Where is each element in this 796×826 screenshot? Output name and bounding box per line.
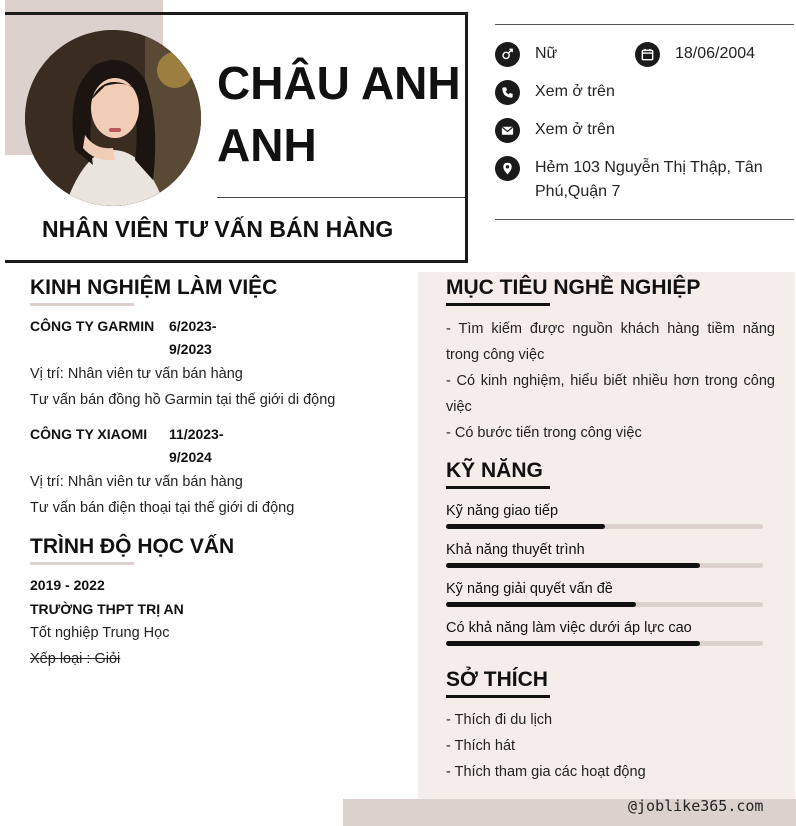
location-pin-icon (495, 156, 520, 181)
phone-value: Xem ở trên (535, 83, 615, 100)
education-years: 2019 - 2022 (30, 577, 105, 593)
experience-position: Vị trí: Nhân viên tư vấn bán hàng (30, 366, 243, 382)
objective-line: - Tìm kiếm được nguồn khách hàng tiềm năng trong công việc (446, 321, 775, 363)
hobbies-underline (446, 695, 550, 698)
hobby-item: - Thích hát (446, 738, 516, 754)
phone-icon (495, 80, 520, 105)
experience-position: Vị trí: Nhân viên tư vấn bán hàng (30, 474, 243, 490)
experience-period-start: 11/2023- (169, 426, 224, 442)
experience-company: CÔNG TY XIAOMI (30, 426, 148, 442)
avatar-illustration (25, 30, 201, 206)
skill-label: Có khả năng làm việc dưới áp lực cao (446, 620, 692, 636)
calendar-icon (635, 42, 660, 67)
job-title: NHÂN VIÊN TƯ VẤN BÁN HÀNG (42, 216, 394, 242)
contact-divider-top (495, 24, 794, 25)
skill-label: Khả năng thuyết trình (446, 542, 585, 558)
skill-label: Kỹ năng giao tiếp (446, 503, 559, 519)
education-title: TRÌNH ĐỘ HỌC VẤN (30, 535, 235, 558)
experience-company: CÔNG TY GARMIN (30, 318, 155, 334)
candidate-name: CHÂU ANH ANH (217, 57, 461, 171)
skill-bar-fill (446, 641, 700, 646)
email-value: Xem ở trên (535, 121, 615, 138)
experience-title: KINH NGHIỆM LÀM VIỆC (30, 276, 278, 299)
experience-period-end: 9/2024 (169, 449, 212, 465)
experience-description: Tư vấn bán đồng hồ Garmin tại thế giới di động (30, 392, 336, 408)
experience-description: Tư vấn bán điện thoại tại thế giới di động (30, 500, 295, 516)
skills-title: KỸ NĂNG (446, 459, 543, 482)
education-grade: Xếp loại : Giỏi (30, 651, 121, 667)
skill-bar-track (446, 524, 763, 529)
hobby-item: - Thích tham gia các hoạt động (446, 764, 646, 780)
skill-label: Kỹ năng giải quyết vấn đề (446, 581, 613, 597)
education-underline (30, 562, 134, 565)
skill-bar-fill (446, 602, 636, 607)
skill-bar-track (446, 563, 763, 568)
address-value: Hẻm 103 Nguyễn Thị Thập, Tân Phú,Quận 7 (535, 159, 763, 200)
skill-bar-fill (446, 563, 700, 568)
gender-icon (495, 42, 520, 67)
skill-bar-track (446, 641, 763, 646)
skill-bar-track (446, 602, 763, 607)
objective-line: - Có bước tiến trong công việc (446, 425, 642, 441)
education-school: TRƯỜNG THPT TRỊ AN (30, 601, 184, 617)
experience-period-start: 6/2023- (169, 318, 217, 334)
avatar (25, 30, 201, 206)
objective-title: MỤC TIÊU NGHỀ NGHIỆP (446, 276, 701, 299)
birthdate-value: 18/06/2004 (675, 45, 756, 62)
skills-underline (446, 486, 550, 489)
name-divider (217, 197, 465, 198)
hobby-item: - Thích đi du lịch (446, 712, 553, 728)
skill-bar-fill (446, 524, 605, 529)
gender-value: Nữ (535, 45, 558, 62)
objective-underline (446, 303, 550, 306)
objective-line: - Có kinh nghiệm, hiểu biết nhiều hơn trong công việc (446, 373, 775, 415)
experience-period-end: 9/2023 (169, 341, 212, 357)
education-degree: Tốt nghiệp Trung Học (30, 625, 170, 641)
experience-underline (30, 303, 134, 306)
envelope-icon (495, 118, 520, 143)
hobbies-title: SỞ THÍCH (446, 668, 548, 691)
watermark: @joblike365.com (628, 797, 764, 815)
contact-divider-bottom (495, 219, 794, 220)
